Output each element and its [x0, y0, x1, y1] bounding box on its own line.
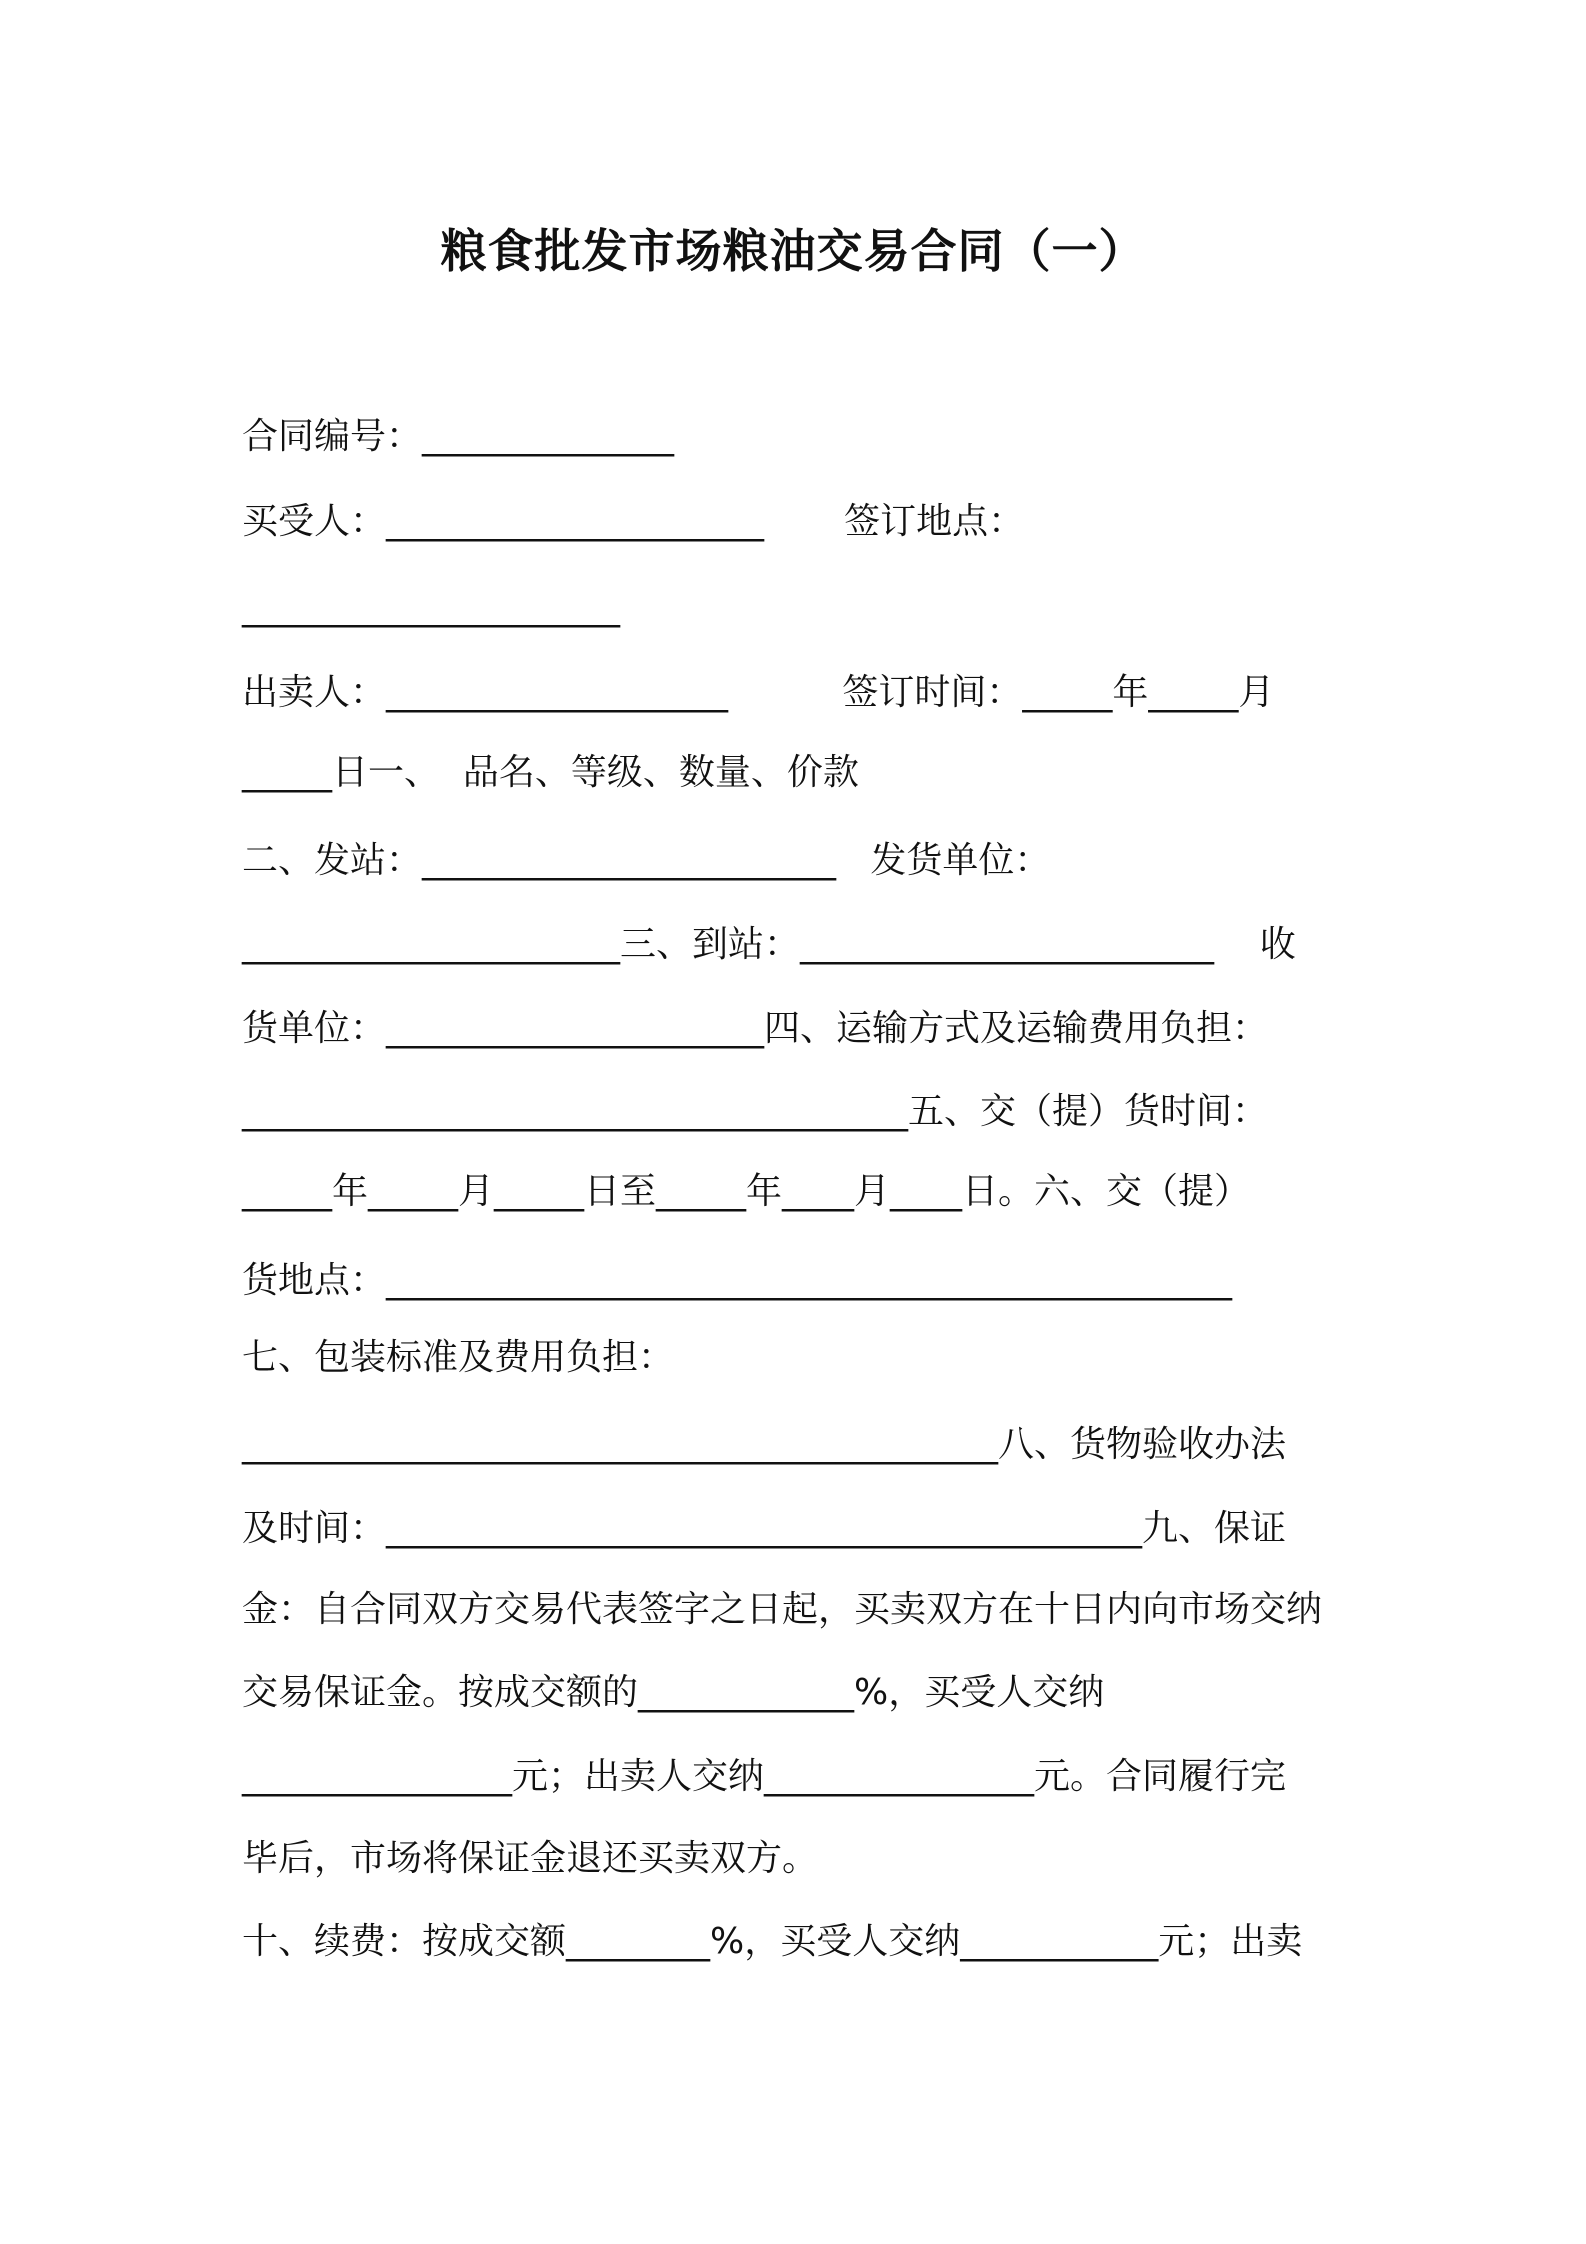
arrival-station-line: _____________________三、到站：_______________________ 收: [242, 924, 1296, 965]
delivery-place-line: 货地点：_______________________________________________: [242, 1260, 1233, 1301]
departure-station-line: 二、发站：_______________________ 发货单位：: [242, 840, 1051, 881]
signing-place-line: _____________________: [242, 587, 620, 628]
deposit-line-4: 毕后，市场将保证金退还买卖双方。: [242, 1838, 819, 1879]
buyer-line: 买受人：_____________________ 签订地点：: [242, 501, 1025, 542]
packaging-line: 七、包装标准及费用负担：: [242, 1337, 675, 1378]
fee-line: 十、续费：按成交额________%，买受人交纳___________元；出卖: [242, 1921, 1303, 1962]
receiving-unit-line: 货单位：_____________________四、运输方式及运输费用负担：: [242, 1008, 1269, 1049]
inspection-line: __________________________________________八、货物验收办法: [242, 1424, 1287, 1465]
document-title: 粮食批发市场粮油交易合同（一）: [440, 224, 1146, 278]
inspection-time-line: 及时间：__________________________________________九、保证: [242, 1508, 1287, 1549]
date-and-item-line: _____日一、 品名、等级、数量、价款: [242, 752, 859, 793]
deposit-line-3: _______________元；出卖人交纳_______________元。合同履行完: [242, 1756, 1287, 1797]
contract-number-line: 合同编号：______________: [242, 416, 675, 457]
seller-line: 出卖人：___________________ 签订时间：_____年_____月: [242, 672, 1275, 713]
deposit-line-1: 金：自合同双方交易代表签字之日起，买卖双方在十日内向市场交纳: [242, 1589, 1323, 1630]
delivery-time-line: _____________________________________五、交（提）货时间：: [242, 1091, 1269, 1132]
deposit-line-2: 交易保证金。按成交额的____________%，买受人交纳: [242, 1672, 1105, 1713]
delivery-date-range-line: _____年_____月_____日至_____年____月____日。六、交（提）: [242, 1171, 1251, 1212]
